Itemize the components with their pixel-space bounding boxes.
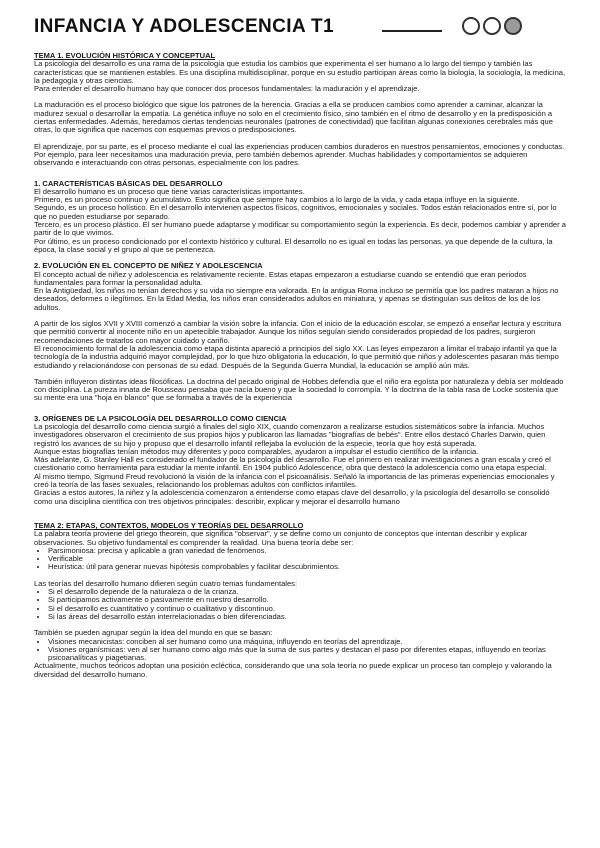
paragraph: Por último, es un proceso condicionado por el contexto histórico y cultural. El desarrollo no es igual en todas las personas, ya que depende de la cultura, la época, la clase social y el grupo al que se pertenezca. — [34, 236, 553, 254]
list-item: • Si participamos activamente o pasivamente en nuestro desarrollo. — [48, 596, 568, 604]
page-header — [34, 12, 568, 42]
list-item: • Si las áreas del desarrollo están interrelacionadas o bien diferenciadas. — [48, 613, 568, 621]
paragraph: Primero, es un proceso continuo y acumulativo. Esto significa que siempre hay cambios a lo largo de la vida, y cada etapa influye en la siguiente. — [34, 195, 520, 205]
header-rule — [382, 30, 442, 32]
paragraph: Actualmente, muchos teóricos adoptan una posición ecléctica, considerando que una sola teoría no puede explicar un proceso tan complejo y valorando la diversidad del desarrollo humano. — [34, 661, 552, 679]
paragraph: Segundo, es un proceso holístico. En el desarrollo intervienen aspectos físicos, cognitivos, emocionales y sociales. Todos están relacionados entre sí, por lo que no pueden estudiarse por separado. — [34, 203, 557, 221]
section1-heading: 1. CARACTERÍSTICAS BÁSICAS DEL DESARROLLO — [34, 178, 223, 188]
paragraph: La palabra teoría proviene del griego theorein, que significa "observar", y se define como un conjunto de conceptos que intentan describir y explicar observaciones. Su objetivo fundamental es comprender la realidad. Una buena teoría debe ser: — [34, 529, 528, 547]
section2-heading: 2. EVOLUCIÓN EN EL CONCEPTO DE NIÑEZ Y ADOLESCENCIA — [34, 261, 263, 271]
paragraph: A partir de los siglos XVII y XVIII comenzó a cambiar la visión sobre la infancia. Con el inicio de la educación escolar, se empezó a enseñar lectura y escritura que permitió convertir al inocente niño en un apetecible trabajador. Aunque los niños seguían siendo considerados propiedad de los padres, surgieron recomendaciones de tratarlos con mayor cuidado y cariño. — [34, 319, 562, 345]
paragraph: El desarrollo humano es un proceso que tiene varias características importantes. — [34, 186, 305, 196]
circle-icon — [483, 17, 501, 35]
paragraph: En la Antigüedad, los niños no tenían derechos y su vida no siempre era valorada. En la antigua Roma incluso se permitía que los padres mataran a hijos no deseados, deformes o ilegítimos. En la Edad Media, los niños eran considerados adultos en miniatura, y apenas se distinguían sus delitos de los de los adultos. — [34, 286, 559, 312]
paragraph: La psicología del desarrollo como ciencia surgió a finales del siglo XIX, cuando comenzaron a realizarse estudios sistemáticos sobre la infancia. Muchos investigadores observaron el crecimiento de sus propios hijos y publicaron las llamadas "biografías de bebés". Entre ellos destacó Charles Darwin, quien registró los avances de su hijo y propuso que el desarrollo infantil reflejaba la evolución de la especie, teoría que hoy está superada. — [34, 421, 546, 448]
paragraph: El reconocimiento formal de la adolescencia como etapa distinta apareció a principios del siglo XX. Las leyes empezaron a limitar el trabajo infantil ya que la tecnología de la industria adquirió mayor complejidad, por lo que hizo obligatoria la educación, lo que permitió que niños y adolescentes pasaran más tiempo estudiando y relacionándose con personas de su edad. Después de la Segunda Guerra Mundial, la educación se amplió aún más. — [34, 343, 559, 370]
paragraph: Tercero, es un proceso plástico. El ser humano puede adaptarse y modificar su comportamiento según la experiencia. Es decir, podemos cambiar y aprender a partir de lo que vivimos. — [34, 220, 566, 238]
paragraph: El aprendizaje, por su parte, es el proceso mediante el cual las experiencias producen cambios duraderos en nuestros pensamientos, emociones y conductas. Por ejemplo, para leer necesitamos una maduración previa, pero también debemos aprender. Muchas habilidades y comportamientos se adquieren observando e interactuando con otras personas, especialmente con los padres. — [34, 141, 565, 168]
bullet-list — [34, 638, 568, 663]
list-item: • Visiones mecanicistas: conciben al ser humano como una máquina, influyendo en teorías del aprendizaje. — [48, 638, 568, 646]
circle-icon — [462, 17, 480, 35]
paragraph: Para entender el desarrollo humano hay que conocer dos procesos fundamentales: la maduración y el aprendizaje. — [34, 84, 420, 94]
tema1-heading: TEMA 1. EVOLUCIÓN HISTÓRICA Y CONCEPTUAL — [34, 51, 216, 60]
paragraph: El concepto actual de niñez y adolescencia es relativamente reciente. Estas etapas empezaron a estudiarse cuando se entendió que eran periodos fundamentales para formar la personalidad adulta. — [34, 269, 527, 287]
paragraph: Aunque estas biografías tenían métodos muy diferentes y poco comparables, ayudaron a impulsar el estudio científico de la infancia. — [34, 446, 479, 456]
section3-heading: 3. ORÍGENES DE LA PSICOLOGÍA DEL DESARROLLO COMO CIENCIA — [34, 413, 287, 423]
tema2-heading: TEMA 2: ETAPAS, CONTEXTOS, MODELOS Y TEORÍAS DEL DESARROLLO — [34, 520, 304, 530]
paragraph: Gracias a estos autores, la niñez y la adolescencia comenzaron a entenderse como etapas clave del desarrollo, y la psicología del desarrollo se consolidó como una disciplina científica con tres objetivos principales: describir, explicar y mejorar el desarrollo humano — [34, 488, 550, 506]
list-item: • Visiones organísmicas: ven al ser humano como algo más que la suma de sus partes y destacan el paso por diferentes etapas, influyendo en teorías psicoanalíticas y piagetianas. — [48, 646, 568, 663]
paragraph: Las teorías del desarrollo humano difieren según cuatro temas fundamentales: — [34, 578, 298, 588]
list-item: • Heurística: útil para generar nuevas hipótesis comprobables y facilitar descubrimientos. — [48, 563, 568, 571]
list-item: • Verificable — [48, 555, 568, 563]
header-circles — [462, 17, 525, 35]
paragraph: Más adelante, G. Stanley Hall es considerado el fundador de la psicología del desarrollo. Fue el primero en realizar investigaciones a gran escala y creó el cuestionario como herramienta para estudiar la mente infantil. En 1904 publicó Adolescence, obra que destacó la adolescencia como una etapa especial. — [34, 455, 551, 473]
bullet-list — [34, 547, 568, 572]
list-item: • Parsimoniosa: precisa y aplicable a gran variedad de fenómenos. — [48, 547, 568, 555]
list-item: • Si el desarrollo es cuantitativo y continuo o cualitativo y discontinuo. — [48, 605, 568, 613]
paragraph: También influyeron distintas ideas filosóficas. La doctrina del pecado original de Hobbes defendía que el niño era egoísta por naturaleza y debía ser moldeado con disciplina. La pureza innata de Rousseau pensaba que nacía bueno y que la sociedad lo corrompía. Y la doctrina de la tabla rasa de Locke sostenía que su mente era una "hoja en blanco" que se formaba a través de la experiencia — [34, 376, 564, 403]
document-body — [34, 52, 568, 679]
paragraph: La maduración es el proceso biológico que sigue los patrones de la herencia. Gracias a ella se producen cambios como aprender a caminar, alcanzar la madurez sexual o desarrollar la empatía. La genética influye no solo en el crecimiento físico, sino también en el ritmo de desarrollo y en la predisposición a ciertas enfermedades. Además, heredamos ciertas tendencias neuronales (patrones de conectividad) que facilitan algunas conexiones cerebrales más que otras, lo que significa que nacemos con esquemas previos o predisposiciones. — [34, 100, 553, 135]
list-item: • Si el desarrollo depende de la naturaleza o de la crianza. — [48, 588, 568, 596]
paragraph: La psicología del desarrollo es una rama de la psicología que estudia los cambios que experimenta el ser humano a lo largo del tiempo y también las características que se mantienen estables. Es una disciplina multidisciplinar, porque en su estudio participan áreas como la biología, la sociología, la medicina, la pedagogía y otras ciencias. — [34, 59, 566, 85]
paragraph: También se pueden agrupar según la idea del mundo en que se basan: — [34, 628, 273, 638]
filled-circle-icon — [504, 17, 522, 35]
page-title: INFANCIA Y ADOLESCENCIA T1 — [34, 16, 335, 37]
bullet-list — [34, 588, 568, 621]
paragraph: Al mismo tiempo, Sigmund Freud revolucionó la visión de la infancia con el psicoanálisis. Señaló la importancia de las primeras experiencias emocionales y creó la teoría de las fases sexuales, relacionando los problemas adultos con conflictos infantiles. — [34, 471, 555, 490]
